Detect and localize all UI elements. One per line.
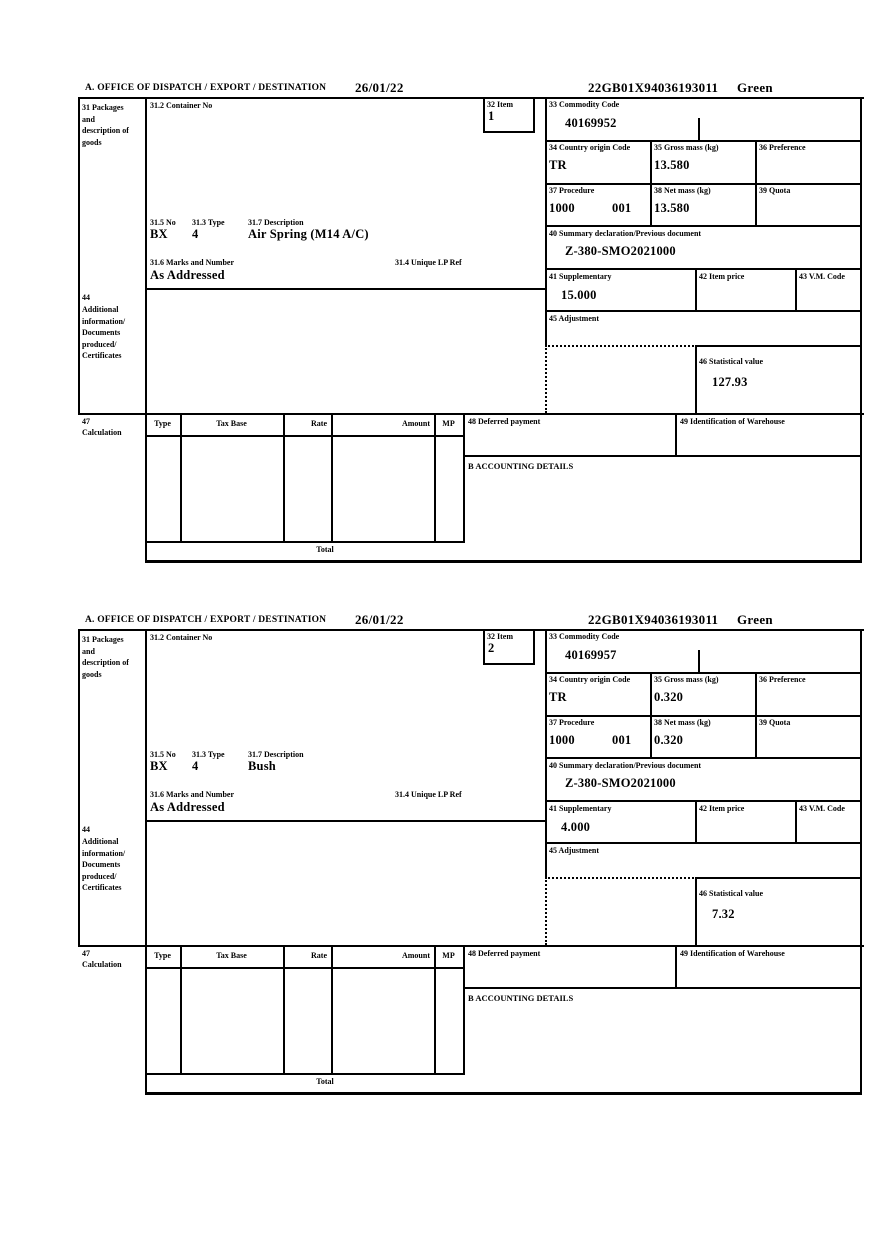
vm-code-label: 43 V.M. Code <box>799 804 845 813</box>
gross-mass-value: 0.320 <box>654 690 684 704</box>
grid-line <box>695 268 697 310</box>
grid-line <box>463 945 465 1073</box>
grid-line <box>145 97 147 562</box>
grid-line <box>180 413 182 541</box>
col-type-label: Type <box>154 951 171 960</box>
grid-line <box>695 877 862 879</box>
item-label: 32 Item <box>487 632 513 641</box>
declaration-reference: 22GB01X94036193011 <box>588 80 719 95</box>
container-no-label: 31.2 Container No <box>150 633 213 642</box>
grid-line <box>434 413 436 541</box>
grid-line <box>545 757 862 759</box>
routing-status: Green <box>737 80 773 95</box>
dotted-line <box>545 345 697 347</box>
accounting-details-label: B ACCOUNTING DETAILS <box>468 461 574 471</box>
col-amount-label: Amount <box>401 419 430 428</box>
total-label: Total <box>316 1077 334 1086</box>
unique-lp-ref-label: 31.4 Unique LP Ref <box>395 790 462 799</box>
box31-label: 31 Packages and description of goods <box>82 103 129 147</box>
grid-line <box>283 413 285 541</box>
grid-line <box>78 413 864 415</box>
accounting-details-label: B ACCOUNTING DETAILS <box>468 993 574 1003</box>
grid-line <box>675 945 677 987</box>
office-of-dispatch-label: A. OFFICE OF DISPATCH / EXPORT / DESTINATION <box>85 615 327 625</box>
marks-label: 31.6 Marks and Number <box>150 258 235 267</box>
item-price-label: 42 Item price <box>699 272 745 281</box>
col-mp-label: MP <box>442 419 455 428</box>
grid-line <box>145 1092 862 1095</box>
box44-label: Additional information/ Documents produced/ Certificates <box>82 305 126 361</box>
box47-number: 47 <box>82 417 90 426</box>
grid-line <box>795 800 797 842</box>
grid-line <box>145 1073 465 1075</box>
grid-line <box>145 541 465 543</box>
marks-value: As Addressed <box>150 268 225 282</box>
gross-mass-value: 13.580 <box>654 158 690 172</box>
supplementary-label: 41 Supplementary <box>549 272 612 281</box>
grid-line <box>545 225 862 227</box>
country-origin-value: TR <box>549 158 567 172</box>
package-type-label: 31.3 Type <box>192 750 225 759</box>
declaration-reference: 22GB01X94036193011 <box>588 612 719 627</box>
procedure-value: 1000 <box>549 201 575 215</box>
routing-status: Green <box>737 612 773 627</box>
supplementary-value: 15.000 <box>561 288 597 302</box>
deferred-payment-label: 48 Deferred payment <box>468 949 541 958</box>
package-no-value: BX <box>150 227 168 241</box>
preference-label: 36 Preference <box>759 675 806 684</box>
declaration-item-section <box>0 82 882 582</box>
grid-line <box>545 140 862 142</box>
previous-document-value: Z-380-SMO2021000 <box>565 776 676 790</box>
grid-line <box>695 345 862 347</box>
grid-line <box>145 629 147 1094</box>
item-number: 1 <box>488 109 495 123</box>
package-no-label: 31.5 No <box>150 750 176 759</box>
grid-line <box>650 140 652 225</box>
grid-line <box>533 629 535 665</box>
package-no-value: BX <box>150 759 168 773</box>
previous-document-label: 40 Summary declaration/Previous document <box>549 229 702 238</box>
package-type-label: 31.3 Type <box>192 218 225 227</box>
grid-line <box>698 118 700 140</box>
package-type-value: 4 <box>192 759 199 773</box>
grid-line <box>463 455 862 457</box>
preference-label: 36 Preference <box>759 143 806 152</box>
grid-line <box>483 629 485 665</box>
warehouse-id-label: 49 Identification of Warehouse <box>680 417 785 426</box>
commodity-code-value: 40169957 <box>565 648 617 662</box>
vm-code-label: 43 V.M. Code <box>799 272 845 281</box>
box44-number: 44 <box>82 293 90 302</box>
grid-line <box>463 987 862 989</box>
grid-line <box>483 97 485 133</box>
grid-line <box>331 413 333 541</box>
box47-label: Calculation <box>82 960 122 969</box>
dotted-line <box>545 877 547 945</box>
grid-line <box>180 945 182 1073</box>
quota-label: 39 Quota <box>759 186 791 195</box>
grid-line <box>545 629 547 877</box>
grid-line <box>545 183 862 185</box>
grid-line <box>650 672 652 757</box>
commodity-code-value: 40169952 <box>565 116 617 130</box>
country-origin-label: 34 Country origin Code <box>549 143 631 152</box>
declaration-date: 26/01/22 <box>355 612 404 627</box>
commodity-code-label: 33 Commodity Code <box>549 632 620 641</box>
gross-mass-label: 35 Gross mass (kg) <box>654 675 719 684</box>
procedure-suffix-value: 001 <box>612 733 632 747</box>
commodity-code-label: 33 Commodity Code <box>549 100 620 109</box>
grid-line <box>675 413 677 455</box>
grid-line <box>283 945 285 1073</box>
grid-line <box>695 800 697 842</box>
item-label: 32 Item <box>487 100 513 109</box>
col-tax-base-label: Tax Base <box>216 951 247 960</box>
gross-mass-label: 35 Gross mass (kg) <box>654 143 719 152</box>
statistical-value: 127.93 <box>712 375 748 389</box>
grid-line <box>78 629 80 947</box>
deferred-payment-label: 48 Deferred payment <box>468 417 541 426</box>
item-price-label: 42 Item price <box>699 804 745 813</box>
adjustment-label: 45 Adjustment <box>549 314 600 323</box>
supplementary-value: 4.000 <box>561 820 591 834</box>
dotted-line <box>545 877 697 879</box>
net-mass-label: 38 Net mass (kg) <box>654 718 711 727</box>
box44-label: Additional information/ Documents produced/ Certificates <box>82 837 126 893</box>
grid-line <box>78 945 864 947</box>
grid-line <box>145 560 862 563</box>
col-mp-label: MP <box>442 951 455 960</box>
grid-line <box>145 967 465 969</box>
grid-line <box>545 268 862 270</box>
grid-line <box>695 345 697 413</box>
grid-line <box>545 842 862 844</box>
package-no-label: 31.5 No <box>150 218 176 227</box>
package-type-value: 4 <box>192 227 199 241</box>
grid-line <box>698 650 700 672</box>
box47-number: 47 <box>82 949 90 958</box>
grid-line <box>78 629 864 631</box>
adjustment-label: 45 Adjustment <box>549 846 600 855</box>
net-mass-value: 13.580 <box>654 201 690 215</box>
grid-line <box>145 288 545 290</box>
grid-line <box>78 97 864 99</box>
container-no-label: 31.2 Container No <box>150 101 213 110</box>
col-tax-base-label: Tax Base <box>216 419 247 428</box>
grid-line <box>795 268 797 310</box>
net-mass-label: 38 Net mass (kg) <box>654 186 711 195</box>
statistical-value-label: 46 Statistical value <box>699 357 763 366</box>
item-number: 2 <box>488 641 495 655</box>
quota-label: 39 Quota <box>759 718 791 727</box>
grid-line <box>331 945 333 1073</box>
col-rate-label: Rate <box>311 951 327 960</box>
box47-label: Calculation <box>82 428 122 437</box>
grid-line <box>145 820 545 822</box>
dotted-line <box>545 345 547 413</box>
grid-line <box>755 672 757 757</box>
col-rate-label: Rate <box>311 419 327 428</box>
col-type-label: Type <box>154 419 171 428</box>
description-label: 31.7 Description <box>248 750 304 759</box>
grid-line <box>545 715 862 717</box>
country-origin-value: TR <box>549 690 567 704</box>
grid-line <box>545 672 862 674</box>
grid-line <box>463 413 465 541</box>
box44-number: 44 <box>82 825 90 834</box>
grid-line <box>860 97 862 562</box>
net-mass-value: 0.320 <box>654 733 684 747</box>
statistical-value: 7.32 <box>712 907 735 921</box>
grid-line <box>483 131 535 133</box>
grid-line <box>755 140 757 225</box>
grid-line <box>434 945 436 1073</box>
warehouse-id-label: 49 Identification of Warehouse <box>680 949 785 958</box>
marks-label: 31.6 Marks and Number <box>150 790 235 799</box>
grid-line <box>483 663 535 665</box>
grid-line <box>545 97 547 345</box>
description-value: Bush <box>248 759 276 773</box>
marks-value: As Addressed <box>150 800 225 814</box>
grid-line <box>695 877 697 945</box>
procedure-label: 37 Procedure <box>549 718 595 727</box>
description-label: 31.7 Description <box>248 218 304 227</box>
total-label: Total <box>316 545 334 554</box>
grid-line <box>145 435 465 437</box>
previous-document-label: 40 Summary declaration/Previous document <box>549 761 702 770</box>
grid-line <box>545 800 862 802</box>
statistical-value-label: 46 Statistical value <box>699 889 763 898</box>
grid-line <box>860 629 862 1094</box>
procedure-suffix-value: 001 <box>612 201 632 215</box>
supplementary-label: 41 Supplementary <box>549 804 612 813</box>
box31-label: 31 Packages and description of goods <box>82 635 129 679</box>
description-value: Air Spring (M14 A/C) <box>248 227 369 241</box>
grid-line <box>533 97 535 133</box>
unique-lp-ref-label: 31.4 Unique LP Ref <box>395 258 462 267</box>
declaration-date: 26/01/22 <box>355 80 404 95</box>
procedure-label: 37 Procedure <box>549 186 595 195</box>
previous-document-value: Z-380-SMO2021000 <box>565 244 676 258</box>
grid-line <box>545 310 862 312</box>
country-origin-label: 34 Country origin Code <box>549 675 631 684</box>
col-amount-label: Amount <box>401 951 430 960</box>
grid-line <box>78 97 80 415</box>
procedure-value: 1000 <box>549 733 575 747</box>
declaration-item-section <box>0 614 882 1114</box>
office-of-dispatch-label: A. OFFICE OF DISPATCH / EXPORT / DESTINATION <box>85 83 327 93</box>
